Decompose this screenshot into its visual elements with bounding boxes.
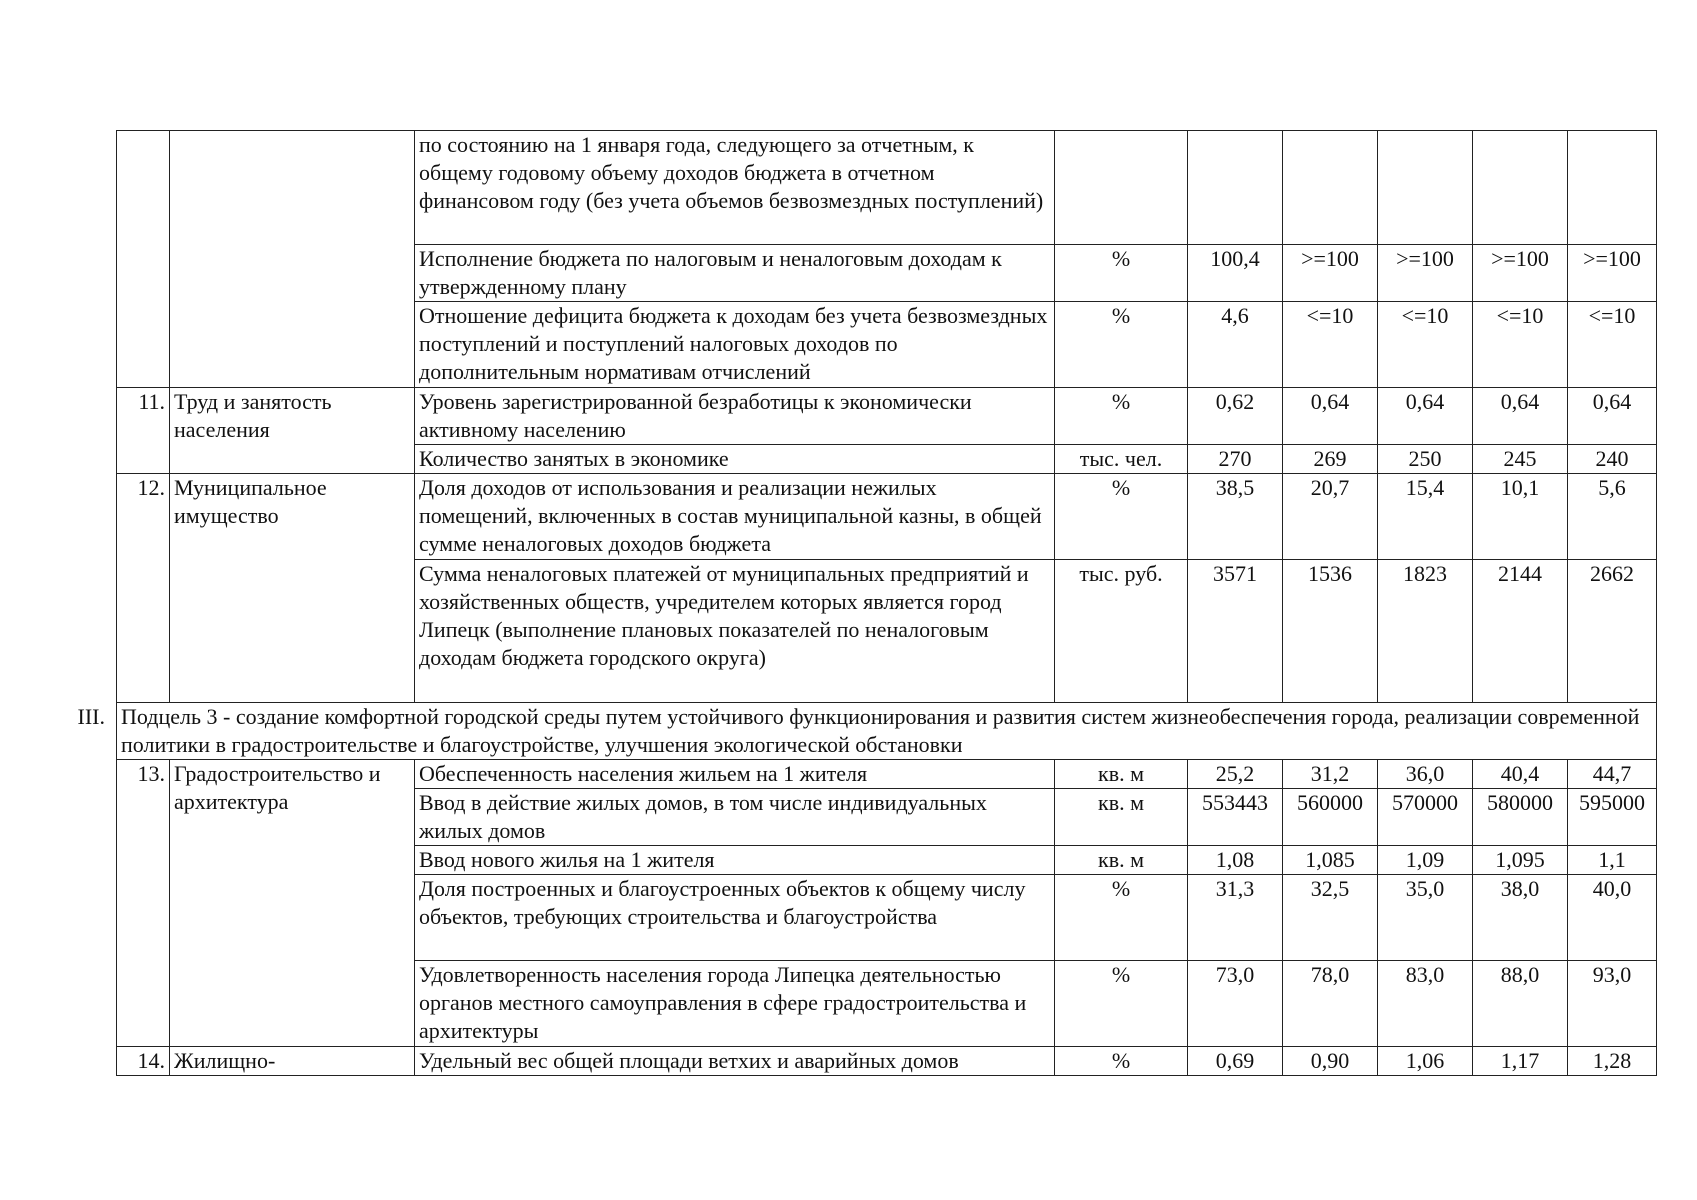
value-cell: 0,69 (1188, 1047, 1283, 1076)
value-cell: 73,0 (1188, 961, 1283, 1047)
value-cell: 1823 (1378, 560, 1473, 703)
value-cell: 580000 (1473, 789, 1568, 846)
unit-cell: тыс. чел. (1055, 445, 1188, 474)
value-cell (1568, 131, 1657, 245)
value-cell: >=100 (1473, 245, 1568, 302)
unit-cell: % (1055, 961, 1188, 1047)
section-text: Подцель 3 - создание комфортной городской среды путем устойчивого функционирования и развития систем жизнеобеспечения города, реализации современной политики в градостроительстве и благоустройстве, улучшения экологической обстановки (121, 704, 1640, 757)
indicator-cell: Ввод нового жилья на 1 жителя (415, 846, 1055, 875)
value-cell: 560000 (1283, 789, 1378, 846)
indicator-cell: Удельный вес общей площади ветхих и аварийных домов (415, 1047, 1055, 1076)
value-cell: 1,085 (1283, 846, 1378, 875)
value-cell: 1,095 (1473, 846, 1568, 875)
value-cell: 88,0 (1473, 961, 1568, 1047)
indicator-cell: по состоянию на 1 января года, следующего за отчетным, к общему годовому объему доходов бюджета в отчетном финансовом году (без учета объемов безвозмездных поступлений) (415, 131, 1055, 245)
unit-cell: тыс. руб. (1055, 560, 1188, 703)
value-cell: 36,0 (1378, 760, 1473, 789)
unit-cell (1055, 131, 1188, 245)
value-cell: 269 (1283, 445, 1378, 474)
value-cell: 250 (1378, 445, 1473, 474)
value-cell: 553443 (1188, 789, 1283, 846)
num-cell: 13. (117, 760, 170, 1047)
unit-cell: % (1055, 875, 1188, 961)
value-cell: 1,1 (1568, 846, 1657, 875)
value-cell: 270 (1188, 445, 1283, 474)
category-cell: Муниципальное имущество (170, 474, 415, 703)
section-row (117, 703, 1657, 760)
value-cell: 0,64 (1283, 388, 1378, 445)
value-cell: <=10 (1473, 302, 1568, 388)
value-cell: 0,64 (1378, 388, 1473, 445)
value-cell: 38,0 (1473, 875, 1568, 961)
unit-cell: % (1055, 474, 1188, 560)
unit-cell: кв. м (1055, 760, 1188, 789)
value-cell: 5,6 (1568, 474, 1657, 560)
value-cell: 1,09 (1378, 846, 1473, 875)
value-cell (1473, 131, 1568, 245)
value-cell: 2662 (1568, 560, 1657, 703)
value-cell: 78,0 (1283, 961, 1378, 1047)
unit-cell: % (1055, 302, 1188, 388)
value-cell: 3571 (1188, 560, 1283, 703)
indicator-cell: Ввод в действие жилых домов, в том числе индивидуальных жилых домов (415, 789, 1055, 846)
value-cell: 40,4 (1473, 760, 1568, 789)
value-cell (1378, 131, 1473, 245)
value-cell: 1,28 (1568, 1047, 1657, 1076)
value-cell: 245 (1473, 445, 1568, 474)
value-cell: 570000 (1378, 789, 1473, 846)
category-cell: Труд и занятость населения (170, 388, 415, 474)
indicators-table (77, 130, 1657, 1076)
value-cell: 32,5 (1283, 875, 1378, 961)
value-cell (1188, 131, 1283, 245)
value-cell: 0,90 (1283, 1047, 1378, 1076)
value-cell: <=10 (1568, 302, 1657, 388)
table-row (117, 474, 1657, 560)
unit-cell: кв. м (1055, 846, 1188, 875)
indicator-cell: Сумма неналоговых платежей от муниципальных предприятий и хозяйственных обществ, учредителем которых является город Липецк (выполнение плановых показателей по неналоговым доходам бюджета городского округа) (415, 560, 1055, 703)
value-cell: 1,17 (1473, 1047, 1568, 1076)
unit-cell: % (1055, 245, 1188, 302)
num-cell: 12. (117, 474, 170, 703)
indicator-cell: Исполнение бюджета по налоговым и неналоговым доходам к утвержденному плану (415, 245, 1055, 302)
table-row (117, 1047, 1657, 1076)
indicator-cell: Доля доходов от использования и реализации нежилых помещений, включенных в состав муниципальной казны, в общей сумме неналоговых доходов бюджета (415, 474, 1055, 560)
num-cell: 11. (117, 388, 170, 474)
num-cell: 14. (117, 1047, 170, 1076)
value-cell: 0,62 (1188, 388, 1283, 445)
value-cell: 100,4 (1188, 245, 1283, 302)
value-cell: 0,64 (1568, 388, 1657, 445)
num-cell (117, 131, 170, 388)
value-cell: 25,2 (1188, 760, 1283, 789)
unit-cell: кв. м (1055, 789, 1188, 846)
value-cell: 240 (1568, 445, 1657, 474)
indicator-cell: Удовлетворенность населения города Липецка деятельностью органов местного самоуправления в сфере градостроительства и архитектуры (415, 961, 1055, 1047)
value-cell: 40,0 (1568, 875, 1657, 961)
value-cell: 1,08 (1188, 846, 1283, 875)
value-cell (1283, 131, 1378, 245)
category-cell: Жилищно- (170, 1047, 415, 1076)
value-cell: >=100 (1568, 245, 1657, 302)
value-cell: 93,0 (1568, 961, 1657, 1047)
indicator-cell: Отношение дефицита бюджета к доходам без учета безвозмездных поступлений и поступлений налоговых доходов по дополнительным нормативам отчислений (415, 302, 1055, 388)
table-row (117, 760, 1657, 789)
unit-cell: % (1055, 1047, 1188, 1076)
category-cell (170, 131, 415, 388)
section-heading (77, 703, 1657, 760)
section-number: III. (77, 704, 105, 729)
value-cell: >=100 (1378, 245, 1473, 302)
table-row (117, 388, 1657, 445)
unit-cell: % (1055, 388, 1188, 445)
value-cell: 20,7 (1283, 474, 1378, 560)
value-cell: 35,0 (1378, 875, 1473, 961)
value-cell: <=10 (1283, 302, 1378, 388)
value-cell: 10,1 (1473, 474, 1568, 560)
value-cell: 1,06 (1378, 1047, 1473, 1076)
value-cell: 31,2 (1283, 760, 1378, 789)
category-cell: Градостроительство и архитектура (170, 760, 415, 1047)
indicator-cell: Обеспеченность населения жильем на 1 жителя (415, 760, 1055, 789)
value-cell: 595000 (1568, 789, 1657, 846)
value-cell: 31,3 (1188, 875, 1283, 961)
value-cell: >=100 (1283, 245, 1378, 302)
indicator-cell: Доля построенных и благоустроенных объектов к общему числу объектов, требующих строительства и благоустройства (415, 875, 1055, 961)
value-cell: 1536 (1283, 560, 1378, 703)
value-cell: 0,64 (1473, 388, 1568, 445)
value-cell: 2144 (1473, 560, 1568, 703)
value-cell: 4,6 (1188, 302, 1283, 388)
value-cell: <=10 (1378, 302, 1473, 388)
table-row (117, 131, 1657, 245)
value-cell: 15,4 (1378, 474, 1473, 560)
indicator-cell: Количество занятых в экономике (415, 445, 1055, 474)
value-cell: 38,5 (1188, 474, 1283, 560)
value-cell: 44,7 (1568, 760, 1657, 789)
value-cell: 83,0 (1378, 961, 1473, 1047)
indicator-cell: Уровень зарегистрированной безработицы к экономически активному населению (415, 388, 1055, 445)
